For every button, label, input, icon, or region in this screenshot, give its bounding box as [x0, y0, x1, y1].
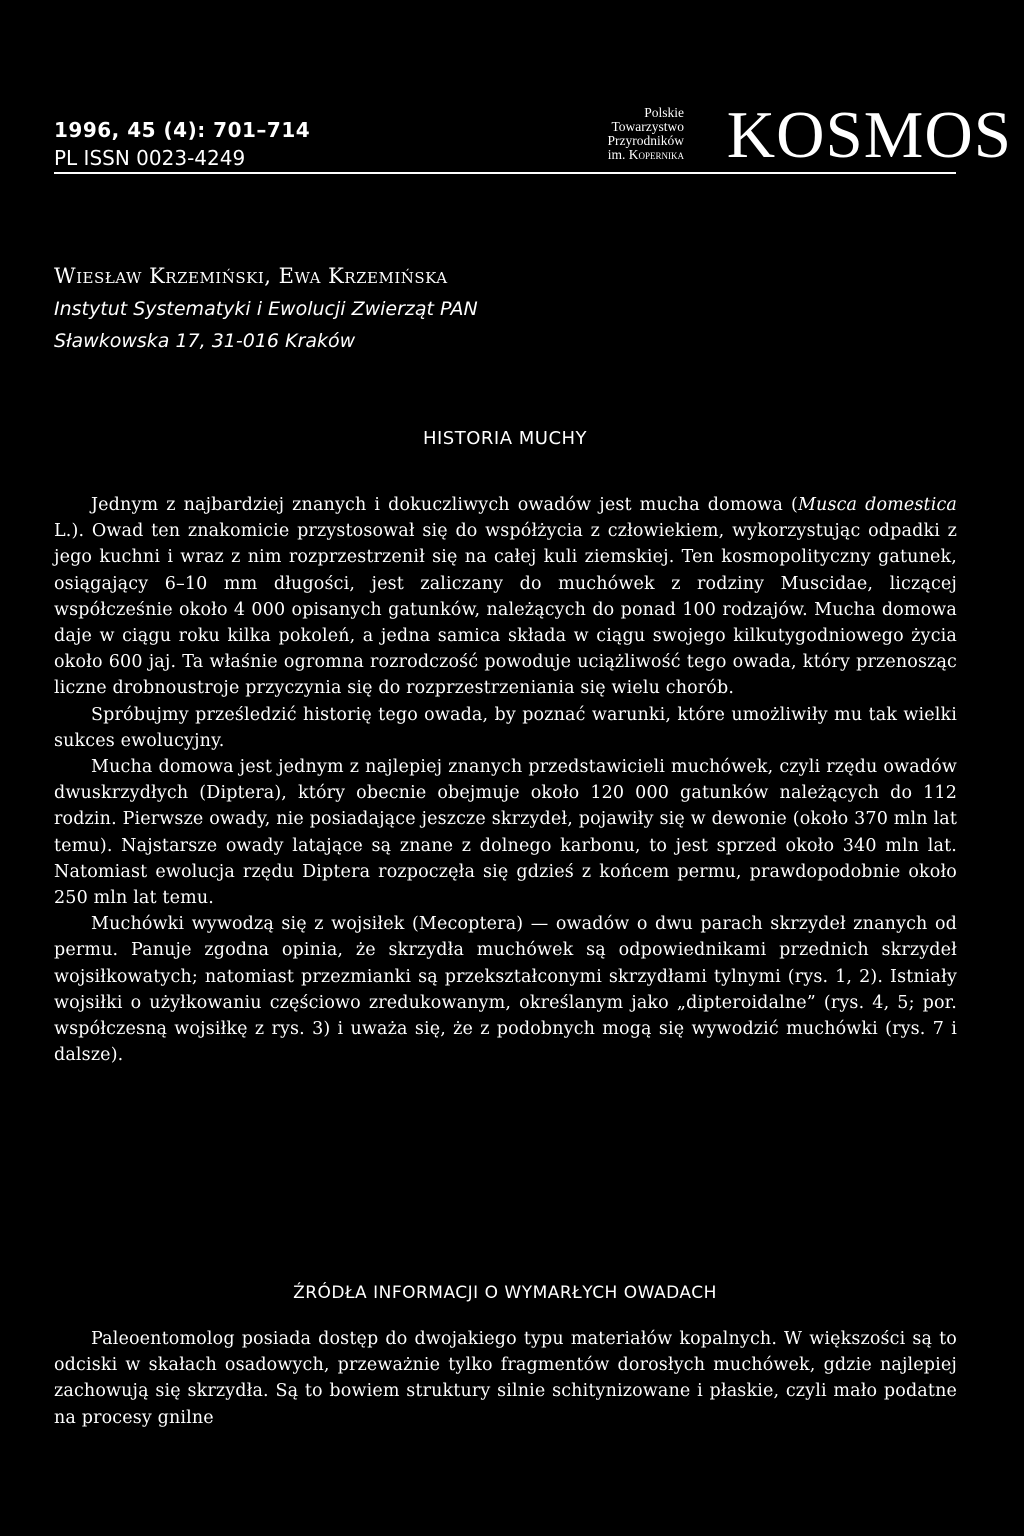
authors: Wiesław Krzemiński, Ewa Krzemińska	[54, 264, 448, 288]
society-line-1: Polskie	[644, 105, 684, 120]
citation: 1996, 45 (4): 701–714	[54, 118, 311, 142]
society-line-4-prefix: im.	[607, 147, 629, 162]
issn: PL ISSN 0023-4249	[54, 146, 246, 170]
intro-text	[54, 492, 957, 1068]
institute: Instytut Systematyki i Ewolucji Zwierząt PAN	[54, 298, 478, 320]
address: Sławkowska 17, 31-016 Kraków	[54, 330, 356, 352]
paragraph-text: L.). Owad ten znakomicie przystosował się do współżycia z człowiekiem, wykorzystując odpadki z jego kuchni i wraz z nim rozprzestrzenił się na całej kuli ziemskiej. Ten kosmopolityczny gatunek, osiągający 6–10 mm długości, jest zaliczany do muchówek z rodziny Muscidae, liczącej współcześnie około 4 000 opisanych gatunków, należących do ponad 100 rodzajów. Mucha domowa daje w ciągu roku kilka pokoleń, a jedna samica składa w ciągu swojego kilkutygodniowego życia około 600 jaj. Ta właśnie ogromna rozrodczość powoduje uciążliwość tego owada, który przenosząc liczne drobnoustroje przyczynia się do rozprzestrzeniania się wielu chorób.	[54, 521, 957, 699]
paragraph: Paleoentomolog posiada dostęp do dwojakiego typu materiałów kopalnych. W większości są to odciski w skałach osadowych, przeważnie tylko fragmentów dorosłych muchówek, gdzie najlepiej zachowują się skrzydła. Są to bowiem struktury silnie schitynizowane i płaskie, czyli mało podatne na procesy gnilne	[54, 1329, 957, 1428]
header-rule	[54, 172, 956, 174]
society-line-2: Towarzystwo	[611, 119, 684, 134]
section-heading: ŹRÓDŁA INFORMACJI O WYMARŁYCH OWADACH	[293, 1283, 717, 1303]
paragraph-text: Jednym z najbardziej znanych i dokuczliwych owadów jest mucha domowa (	[91, 495, 798, 515]
latin-name: Musca domestica	[797, 495, 957, 515]
section-text	[54, 1326, 957, 1431]
page-header	[54, 98, 1012, 172]
paragraph: Mucha domowa jest jednym z najlepiej znanych przedstawicieli muchówek, czyli rzędu owadów dwuskrzydłych (Diptera), który obecnie obejmuje około 120 000 gatunków należących do 112 rodzin. Pierwsze owady, nie posiadające jeszcze skrzydeł, pojawiły się w dewonie (około 370 mln lat temu). Najstarsze owady latające są znane z dolnego karbonu, to jest sprzed około 340 mln lat. Natomiast ewolucja rzędu Diptera rozpoczęła się gdzieś z końcem permu, prawdopodobnie około 250 mln lat temu.	[54, 757, 957, 909]
paragraph: Spróbujmy prześledzić historię tego owada, by poznać warunki, które umożliwiły mu tak wielki sukces ewolucyjny.	[54, 704, 957, 751]
article-title: HISTORIA MUCHY	[422, 428, 588, 449]
society-line-4-name: Kopernika	[628, 147, 684, 162]
society-line-3: Przyrodników	[607, 133, 684, 148]
journal-title: KOSMOS	[726, 98, 1012, 172]
paragraph	[54, 492, 957, 702]
paragraph: Muchówki wywodzą się z wojsiłek (Mecoptera) — owadów o dwu parach skrzydeł znanych od permu. Panuje zgodna opinia, że skrzydła muchówek są odpowiednikami przednich skrzydeł wojsiłkowatych; natomiast przezmianki są przekształconymi skrzydłami tylnymi (rys. 1, 2). Istniały wojsiłki o użyłkowaniu częściowo zredukowanym, określanym jako „dipteroidalne” (rys. 4, 5; por. współczesną wojsiłkę z rys. 3) i uważa się, że z podobnych mogą się wywodzić muchówki (rys. 7 i dalsze).	[54, 914, 957, 1066]
